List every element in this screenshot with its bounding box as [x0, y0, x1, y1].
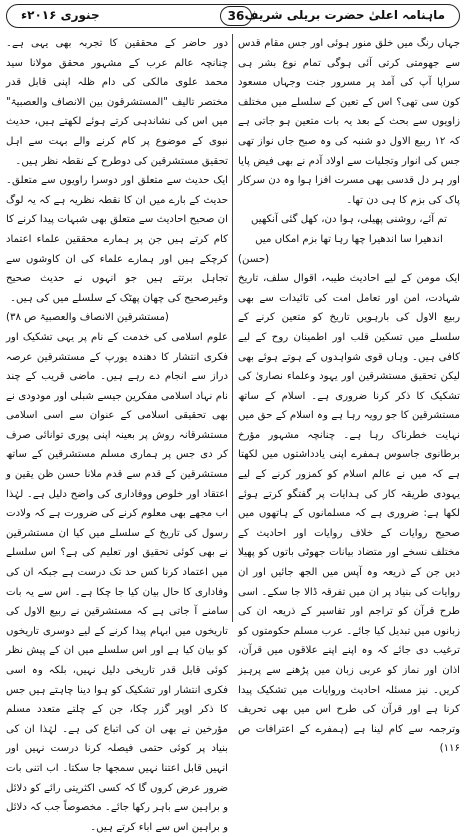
left-column [6, 34, 228, 833]
issue-date: جنوری ۲۰۱۶ء [21, 8, 100, 22]
left-paragraph-1: دور حاضر کے محققین کا تجربہ بھی یہی ہے۔ چنانچہ عالم عرب کے مشہور محقق مولانا سید محمد علوی مالکی کی دام ظلہ اپنی قابل قدر مختصر تالیف "المستشرقون بین الانصاف والعصبیۃ" میں اس کی نشاندہی کرتے ہوئے لکھتے ہیں، حدیث نبوی کے موضوع پر کام کرنے والے بہت سے اہل تحقیق مستشرقین کی دوطرح کے نقطہ نظر ہیں۔ [6, 38, 228, 167]
magazine-title: ماہنامہ اعلیٰ حضرت بریلی شریف [244, 8, 445, 22]
page-header [6, 4, 460, 28]
left-paragraph-3: علوم اسلامی کی خدمت کے نام پر یہی تشکیک اور فکری انتشار کا دھندہ یورپ کے مستشرقین عرصہ دراز سے انجام دے رہے ہیں۔ ماضی قریب کے چند نام نہاد اسلامی مفکرین جیسے شبلی اور مودودی نے بھی تحقیقی اسلامی کے عنوان سے اسی اسلامی مستشرقانہ روش پر بعینہ اپنی پوری توانائی صرف کر دی جس پر ہماری مسلم مستشرقین کے ساتھ مستشرقین کے قدم سے قدم ملانا حسن ظن یقین و اعتقاد اور خلوص ووفاداری کی واضح دلیل ہے۔ لہٰذا اب مجھے بھی معلوم کرنے کی ضرورت ہے کہ ولادت رسول کی تاریخ کے سلسلے میں کیا ان مستشرقین نے بھی کوئی تحقیق اور تعلیم کی ہے؟ اس سلسلے میں اعتماد کرنا کس حد تک درست ہے جبکہ ان کی وفاداری کا حال بیان کیا جا چکا ہے۔ اس سے یہ بات سامنے آ جاتی ہے کہ مستشرقین نے ربیع الاول کی تاریخوں میں ابہام پیدا کرنے کے لیے دوسری تاریخوں کو بیان کیا ہے اور اس سلسلے میں ان کے پیش نظر کوئی قابل قدر تاریخی دلیل نہیں، بلکہ وہ اسی فکری انتشار اور تشکیک کو ہوا دینا چاہتے ہیں جس کا ذکر اوپر گزر چکا، جن کے چلتے متعدد مسلم مؤرخین نے بھی ان کی اتباع کی ہے۔ لہٰذا ان کی بنیاد پر کوئی حتمی فیصلہ کرنا درست نہیں اور انہیں قابل اعتنا نہیں سمجھا جا سکتا۔ اب اتنی بات ضرور عرض کروں گا کہ کسی اکثریتی رائے کو دلائل و براہین سے باہر رکھا جائے۔ مخصوصاً جب کہ دلائل و براہین اس سے اباء کرتے ہیں۔ [6, 331, 228, 833]
right-paragraph-1: جہاں رنگ میں خلق منور ہوئی اور جس مقام قدس سے جھومتی کرتی آئی ہوگی تمام نوع بشر ہی سراپا آپ کی آمد پر مسرور جنت وجہاں مسعود کون سی تھی؟ اس کے تعین کے سلسلے میں مختلف زاویوں سے بحث کے بعد یہ بات متعین ہو جاتی ہے کہ ۱۲ ربیع الاول دو شنبہ کی وہ صبح جاں نواز تھی جس کی انوار وتجلیات سے اولاد آدم نے بھی فیض پایا اور ہر دل قدسی بھی مسرت افزا ہوا وہ دن سرکار پاک کی بزم کا ہی دن تھا۔ [238, 38, 460, 206]
poet-name: (حسن) [238, 253, 270, 265]
book-citation: (مستشرقین الانصاف والعصبیۃ ص ۳۸) [6, 312, 169, 324]
left-paragraph-2: ایک حدیث سے متعلق اور دوسرا راویوں سے متعلق۔ حدیث کے بارے میں ان کا نقطہ نظریہ ہے کہ یہ لوگ ان صحیح احادیث سے متعلق بھی شبہات پیدا کرنے کا کام کرتے ہیں جن پر ہمارے محققین علماء اعتماد کرچکے ہیں اور ہمارے علماء کی ان کاوشوں سے تجاہل برتتے ہیں جو انہوں نے حدیث صحیح وغیرصحیح کی چھان پھٹک کے سلسلے میں کی ہیں۔ [6, 175, 228, 304]
page-number: 36 [220, 6, 252, 26]
poem-line-2: اندھیرا سا اندھیرا چھا رہا تھا بزم امکاں میں [255, 233, 443, 245]
column-divider [232, 34, 233, 622]
right-paragraph-2: ایک مومن کے لیے احادیث طیبہ، اقوال سلف، تاریخ شہادت، امن اور تعامل امت کی تائیدات سے بھی ربیع الاول کی بارہویں تاریخ کو متعین کرنے کے سلسلے میں تسکین قلب اور اطمینان روح کے لیے کافی ہیں۔ وہاں قوی شواہدوں کے ہوتے ہوئے بھی لیکن تحقیق مستشرقین اور یہود وعلماء نصاریٰ کی تشکیک کا ذکر کرنا ضروری ہے۔ اسلام کے ساتھ مستشرقین کا جو رویہ رہا ہے وہ اسلام کے حق میں نہایت خطرناک رہا ہے۔ چنانچہ مشہور مؤرخ برطانوی جاسوس ہمفرے اپنی یادداشتوں میں لکھتا ہے کہ میں نے عالم اسلام کو کمزور کرنے کے لیے یہودی طریقہ کار کی ہدایات پر گفتگو کرتے ہوئے لکھا ہے: ضروری ہے کہ مسلمانوں کے ہاتھوں میں صحیح روایات کے خلاف روایات اور احادیث کے مختلف نسخے اور متضاد بیانات جھوٹی باتوں کو پھیلا دیں جن کے ذریعہ وہ آپس میں الجھ جائیں اور ان روایات کی بنیاد پر ان میں تفرقہ ڈالا جا سکے۔ اسی طرح قرآن کو تراجم اور تفاسیر کے ذریعہ ان کی زبانوں میں تبدیل کیا جائے۔ عرب مسلم حکومتوں کو ترغیب دی جائے کہ وہ اپنے اپنے علاقوں میں قرآن، اذان اور نماز کو عربی زبان میں پڑھنے سے پرہیز کریں۔ نیز مسئلہ احادیث وروایات میں تشکیک پیدا کرنا ہے اور قرآن کی طرح اس میں بھی تحریف وترجمہ سے کام لینا ہے (ہمفرے کے اعترافات ص ۱۱۶) [238, 273, 460, 755]
right-column [238, 34, 460, 755]
poem-line-1: تم آئے، روشنی پھیلی، ہوا دن، کھل گئی آنکھیں [250, 214, 447, 226]
